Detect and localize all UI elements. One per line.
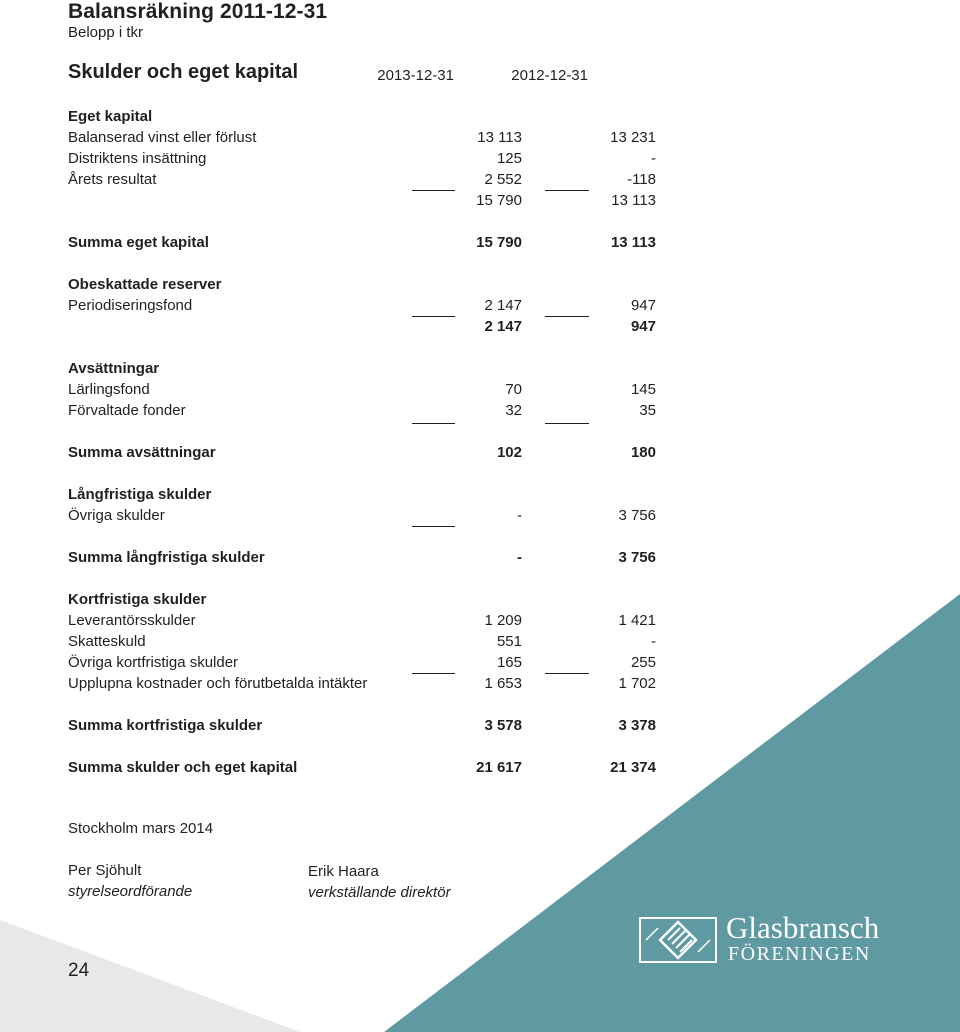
value-2013: 15 790 [476,192,522,209]
value-2013: 3 578 [484,717,522,734]
row-label: Distriktens insättning [68,150,207,167]
group-heading-avsattningar [68,360,588,380]
logo-text-glasbransch: Glasbransch [726,910,880,945]
value-2013: 2 552 [484,171,522,188]
page-number: 24 [68,960,90,981]
table-row [68,381,656,401]
summary-row [68,444,656,464]
value-2013: 2 147 [484,318,522,335]
value-2013: 70 [505,381,522,398]
value-2012: 1 421 [618,612,656,629]
value-2012: 13 113 [611,192,656,209]
value-2012: 947 [630,297,656,314]
value-2012: - [651,633,656,650]
value-2013: 1 209 [484,612,522,629]
row-label: Övriga skulder [68,507,165,524]
signer-2-title: verkställande direktör [308,884,451,901]
signer-1-name: Per Sjöhult [68,862,142,879]
table-row [68,297,656,317]
subtotal-row [68,318,656,338]
row-label: Långfristiga skulder [68,486,212,503]
row-label: Skatteskuld [68,633,146,650]
row-label: Upplupna kostnader och förutbetalda intäkter [68,675,368,692]
row-label: Eget kapital [68,108,153,125]
group-heading-kortfristiga [68,591,588,611]
row-label: Balanserad vinst eller förlust [68,129,257,146]
value-2012: - [651,150,656,167]
sum-underline [412,316,455,317]
value-2013: 1 653 [484,675,522,692]
sum-underline [412,190,455,191]
sum-underline [412,526,455,527]
row-label: Summa skulder och eget kapital [68,759,298,776]
group-heading-eget-kapital [68,108,588,128]
value-2013: 32 [505,402,522,419]
place-date: Stockholm mars 2014 [68,820,214,837]
page-title: Balansräkning 2011-12-31 [68,0,328,23]
value-2012: 145 [630,381,656,398]
gray-corner-shape [0,920,300,1032]
row-label: Övriga kortfristiga skulder [68,654,239,671]
value-2012: -118 [627,171,656,188]
subtotal-row [68,192,656,212]
value-2012: 3 756 [618,549,656,566]
value-2013: 125 [496,150,522,167]
value-2013: 165 [496,654,522,671]
glasbransch-logo [638,912,898,968]
row-label: Avsättningar [68,360,160,377]
signer-1-title: styrelseordförande [68,883,193,900]
value-2012: 13 113 [610,234,656,251]
value-2012: 1 702 [618,675,656,692]
value-2013: - [517,507,522,524]
value-2012: 3 378 [618,717,656,734]
signer-2-name: Erik Haara [308,863,379,880]
sum-underline [545,316,589,317]
page-subtitle: Belopp i tkr [68,24,144,41]
row-label: Förvaltade fonder [68,402,186,419]
value-2013: 551 [496,633,522,650]
value-2012: 13 231 [610,129,656,146]
sum-underline [412,673,455,674]
logo-text-foreningen: FÖRENINGEN [728,943,871,965]
row-label: Lärlingsfond [68,381,150,398]
value-2012: 947 [630,318,656,335]
sum-underline [545,673,589,674]
total-row [68,759,656,779]
table-row [68,507,656,527]
value-2012: 35 [639,402,656,419]
value-2012: 180 [630,444,656,461]
diamond-stripes-logo-icon [638,916,718,964]
value-2013: 21 617 [476,759,522,776]
value-2013: 15 790 [476,234,522,251]
value-2013: 13 113 [477,129,522,146]
section-heading: Skulder och eget kapital [68,61,299,83]
table-row [68,402,656,422]
group-heading-obeskattade [68,276,588,296]
sum-underline [545,190,589,191]
row-label: Summa avsättningar [68,444,216,461]
sum-underline [545,423,589,424]
row-label: Summa eget kapital [68,234,209,251]
row-label: Kortfristiga skulder [68,591,207,608]
sum-underline [412,423,455,424]
row-label: Periodiseringsfond [68,297,193,314]
summary-row [68,549,656,569]
row-label: Summa kortfristiga skulder [68,717,263,734]
row-label: Leverantörsskulder [68,612,196,629]
summary-row [68,717,656,737]
table-row [68,171,656,191]
value-2013: 102 [496,444,522,461]
row-label: Obeskattade reserver [68,276,222,293]
table-row [68,633,656,653]
table-row [68,129,656,149]
table-row [68,675,656,695]
summary-row [68,234,656,254]
value-2012: 255 [630,654,656,671]
table-row [68,150,656,170]
row-label: Årets resultat [68,171,157,188]
value-2012: 3 756 [618,507,656,524]
column-header-2013: 2013-12-31 [377,67,454,84]
column-header-2012: 2012-12-31 [511,67,588,84]
group-heading-langfristiga [68,486,588,506]
value-2012: 21 374 [610,759,656,776]
value-2013: - [517,549,522,566]
value-2013: 2 147 [484,297,522,314]
row-label: Summa långfristiga skulder [68,549,265,566]
table-row [68,612,656,632]
table-row [68,654,656,674]
